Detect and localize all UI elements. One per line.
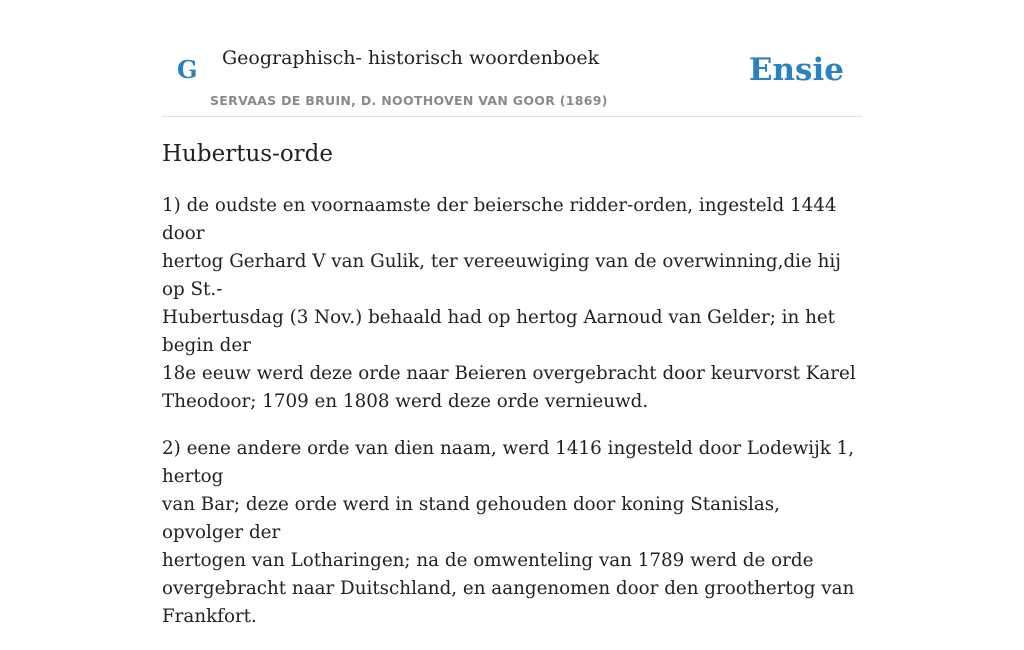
dictionary-authors: SERVAAS DE BRUIN, D. NOOTHOVEN VAN GOOR (1869) [210,93,608,108]
dictionary-logo-icon[interactable]: G [177,55,198,84]
entry-title: Hubertus-orde [162,141,334,167]
definition-paragraph-1: 1) de oudste en voornaamste der beiersche ridder-orden, ingesteld 1444 door hertog Gerhard V van Gulik, ter vereeuwiging van de overwinning,die hij op St.- Hubertusdag (3 Nov.) behaald had op hertog Aarnoud van Gelder; in het begin der 18e eeuw werd deze orde naar Beieren overgebracht door keurvorst Karel Theodoor; 1709 en 1808 werd deze orde vernieuwd. [162,195,856,412]
ensie-logo-link[interactable]: Ensie [748,52,844,88]
entry-definitions [162,192,862,650]
dictionary-title-link[interactable]: Geographisch- historisch woordenboek [222,47,600,69]
header [162,0,862,117]
definition-paragraph-2: 2) eene andere orde van dien naam, werd 1416 ingesteld door Lodewijk 1, hertog van Bar; deze orde werd in stand gehouden door koning Stanislas, opvolger der hertogen van Lotharingen; na de omwenteling van 1789 werd de orde overgebracht naar Duitschland, en aangenomen door den groothertog van Frankfort. [162,438,855,627]
